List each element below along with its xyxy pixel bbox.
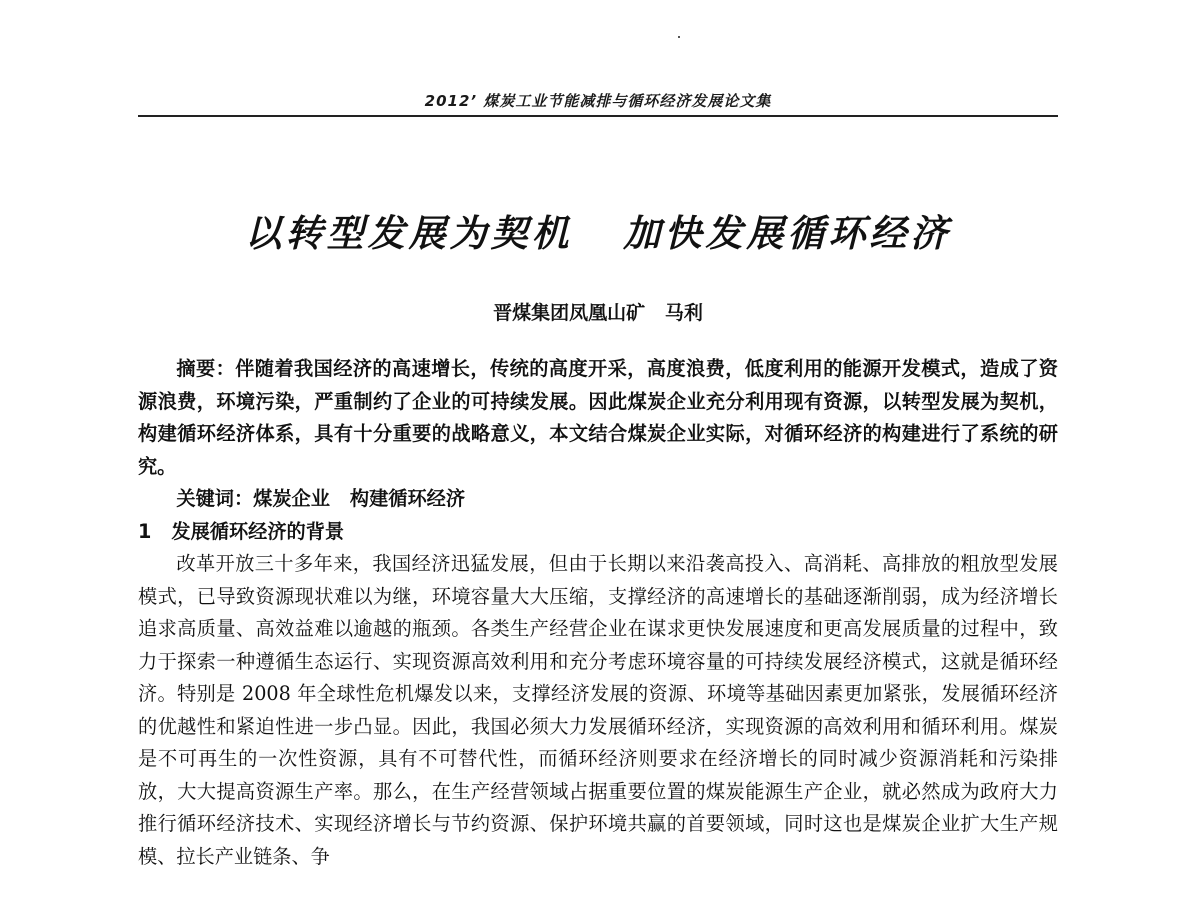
body-paragraph: 改革开放三十多年来，我国经济迅猛发展，但由于长期以来沿袭高投入、高消耗、高排放的粗放型发展模式，已导致资源现状难以为继，环境容量大大压缩，支撑经济的高速增长的基础逐渐削弱，成为经济增长追求高质量、高效益难以逾越的瓶颈。各类生产经营企业在谋求更快发展速度和更高发展质量的过程中，致力于探索一种遵循生态运行、实现资源高效利用和充分考虑环境容量的可持续发展经济模式，这就是循环经济。特别是 2008 年全球性危机爆发以来，支撑经济发展的资源、环境等基础因素更加紧张，发展循环经济的优越性和紧迫性进一步凸显。因此，我国必须大力发展循环经济，实现资源的高效利用和循环利用。煤炭是不可再生的一次性资源，具有不可替代性，而循环经济则要求在经济增长的同时减少资源消耗和污染排放，大大提高资源生产率。那么，在生产经营领域占据重要位置的煤炭能源生产企业，就必然成为政府大力推行循环经济技术、实现经济增长与节约资源、保护环境共赢的首要领域，同时这也是煤炭企业扩大生产规模、拉长产业链条、争	[138, 552, 1058, 868]
section-heading: 1 发展循环经济的背景	[138, 519, 345, 543]
abstract-paragraph: 摘要：伴随着我国经济的高速增长，传统的高度开采，高度浪费，低度利用的能源开发模式，造成了资源浪费，环境污染，严重制约了企业的可持续发展。因此煤炭企业充分利用现有资源，以转型发展为契机，构建循环经济体系，具有十分重要的战略意义，本文结合煤炭企业实际，对循环经济的构建进行了系统的研究。	[138, 357, 1058, 478]
article-body	[138, 353, 1058, 873]
author-byline: 晋煤集团凤凰山矿 马利	[493, 302, 703, 324]
keywords-line: 关键词：煤炭企业 构建循环经济	[176, 487, 466, 510]
running-header: 2012’ 煤炭工业节能减排与循环经济发展论文集	[424, 92, 772, 110]
article-title: 以转型发展为契机 加快发展循环经济	[244, 212, 952, 255]
scan-speck	[678, 36, 680, 38]
header-rule	[138, 115, 1058, 117]
